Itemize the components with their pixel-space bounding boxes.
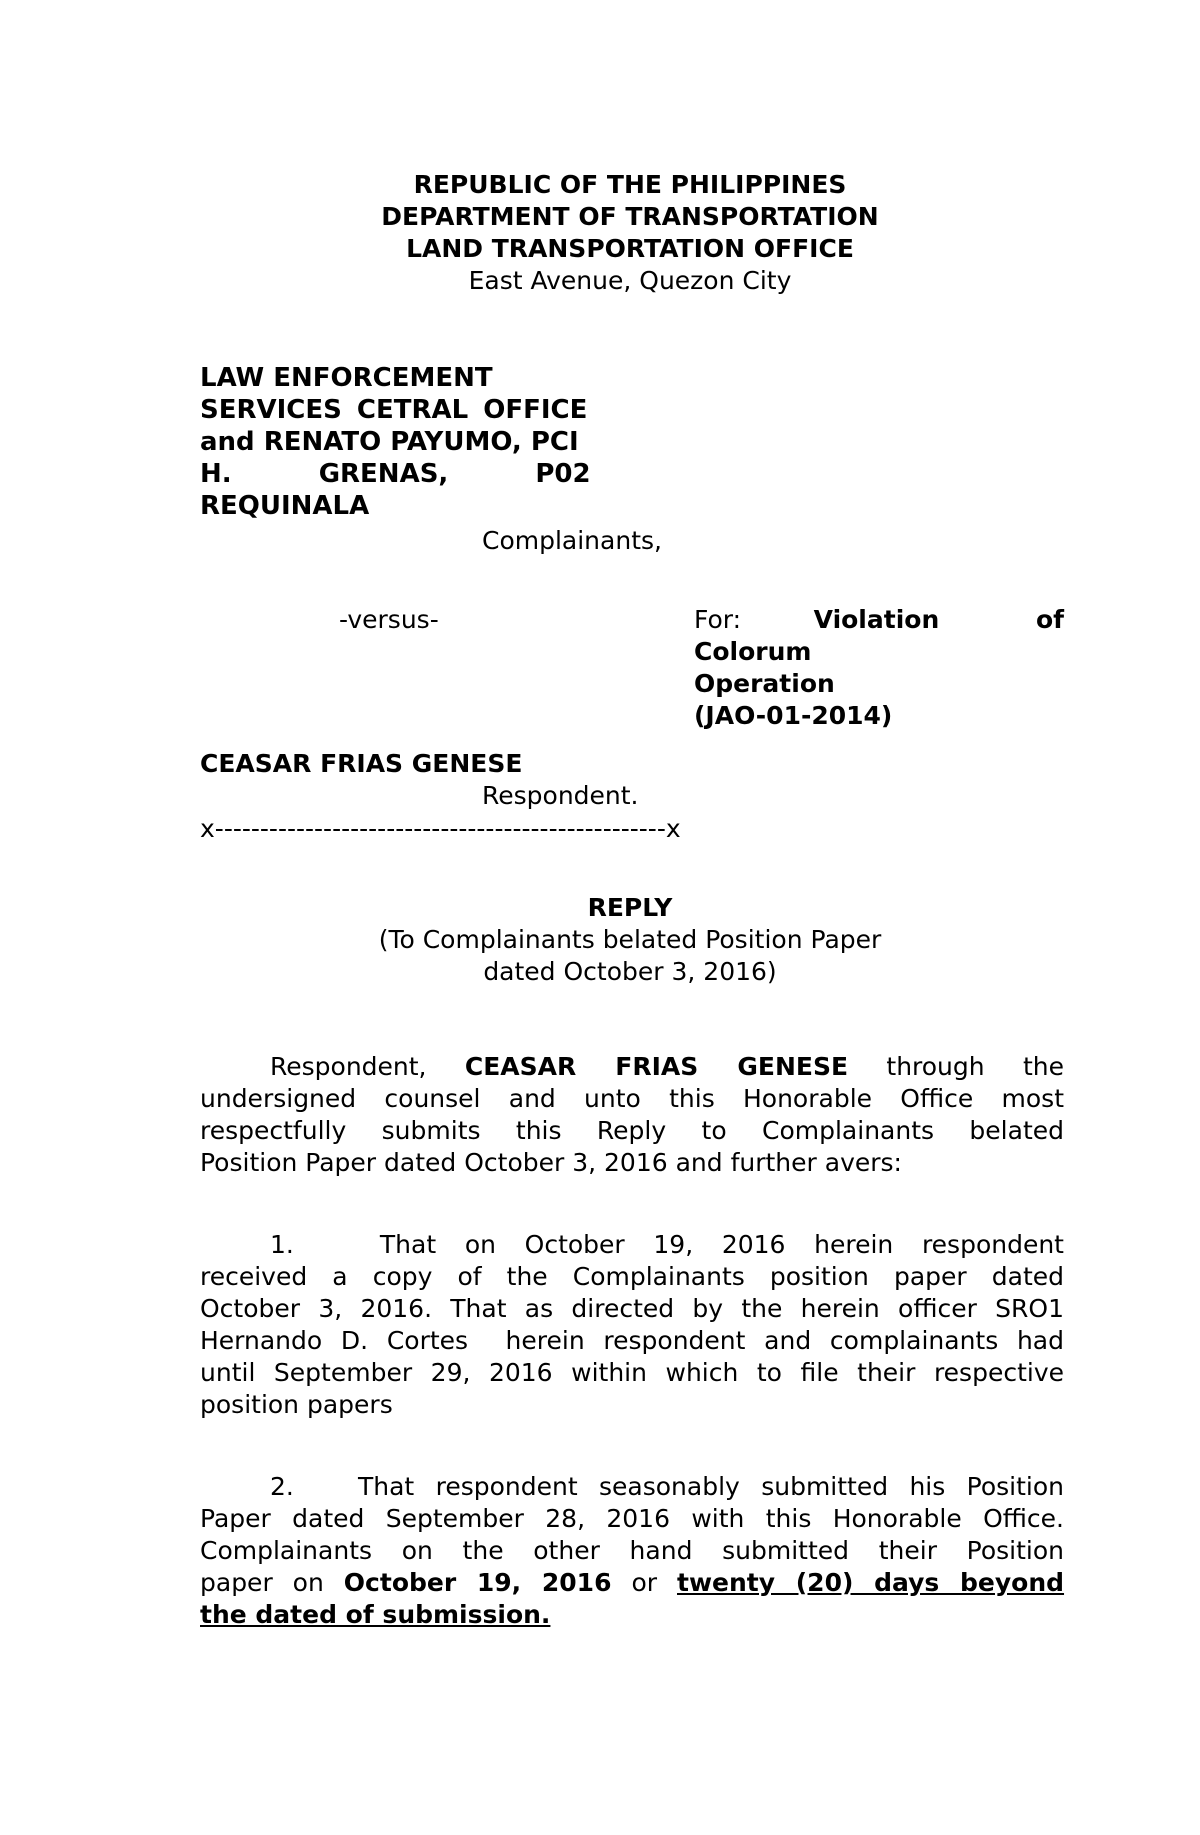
respondent-label: Respondent. <box>482 781 639 810</box>
complainant-line: H. GRENAS, P02 <box>200 459 591 489</box>
intro-text: Respondent, <box>270 1052 427 1081</box>
title-reply: REPLY <box>587 893 673 922</box>
document-title <box>200 892 1060 988</box>
paragraph-line: Paper dated September 28, 2016 with this Honorable Office. <box>200 1504 1064 1533</box>
paragraph-line: Complainants on the other hand submitted their Position <box>200 1536 1064 1565</box>
paragraph-line: the dated of submission. <box>200 1600 551 1629</box>
charge-row-2 <box>694 636 1064 700</box>
charge-line: (JAO-01-2014) <box>694 701 893 730</box>
header-department: DEPARTMENT OF TRANSPORTATION <box>381 202 879 231</box>
paragraph-line: October 3, 2016. That as directed by the herein officer SRO1 <box>200 1294 1064 1323</box>
charge-line: Violation of <box>813 605 1064 634</box>
document-header <box>200 169 1060 297</box>
charge-row-3 <box>694 700 1064 732</box>
complainants-names <box>200 362 609 522</box>
title-subtitle-2: dated October 3, 2016) <box>483 957 777 986</box>
paragraph-line: received a copy of the Complainants position paper dated <box>200 1262 1064 1291</box>
header-republic: REPUBLIC OF THE PHILIPPINES <box>413 170 847 199</box>
complainants-label: Complainants, <box>482 526 662 555</box>
respondent-name: CEASAR FRIAS GENESE <box>200 749 523 778</box>
complainant-line: REQUINALA <box>200 491 370 521</box>
charge-row-1 <box>694 604 1064 636</box>
charge-block <box>694 604 1064 732</box>
paragraph-text: or <box>631 1568 658 1597</box>
for-label: For: <box>694 605 742 634</box>
intro-text: through the <box>886 1052 1064 1081</box>
paragraph-2 <box>200 1471 1064 1631</box>
caption-separator: x--------------------------------------------------x <box>200 814 681 843</box>
paragraph-line: respectfully submits this Reply to Complainants belated <box>200 1116 1064 1145</box>
complainant-line: and RENATO PAYUMO, PCI <box>200 427 579 457</box>
versus-label: -versus- <box>339 605 439 634</box>
date-emphasis: October 19, 2016 <box>343 1568 612 1597</box>
paragraph-1 <box>200 1229 1064 1421</box>
charge-line: Colorum Operation <box>694 637 835 698</box>
respondent-name-inline: CEASAR FRIAS GENESE <box>464 1052 849 1081</box>
paragraph-line: Position Paper dated October 3, 2016 and further avers: <box>200 1148 902 1177</box>
days-emphasis: twenty (20) days beyond <box>677 1568 1065 1597</box>
paragraph-line: position papers <box>200 1390 393 1419</box>
paragraph-line <box>200 1567 1064 1599</box>
paragraph-line: undersigned counsel and unto this Honorable Office most <box>200 1084 1064 1113</box>
title-subtitle-1: (To Complainants belated Position Paper <box>378 925 882 954</box>
intro-paragraph <box>200 1051 1064 1179</box>
complainant-line: SERVICES CETRAL OFFICE <box>200 395 588 425</box>
paragraph-line: 1. That on October 19, 2016 herein respondent <box>270 1230 1064 1259</box>
paragraph-line: Hernando D. Cortes herein respondent and complainants had <box>200 1326 1064 1355</box>
complainant-line: LAW ENFORCEMENT <box>200 363 493 393</box>
paragraph-line <box>200 1051 1064 1083</box>
paragraph-line: 2. That respondent seasonably submitted his Position <box>270 1472 1064 1501</box>
header-office: LAND TRANSPORTATION OFFICE <box>406 234 854 263</box>
paragraph-text: paper on <box>200 1568 324 1597</box>
header-address: East Avenue, Quezon City <box>468 266 792 295</box>
paragraph-line: until September 29, 2016 within which to file their respective <box>200 1358 1064 1387</box>
